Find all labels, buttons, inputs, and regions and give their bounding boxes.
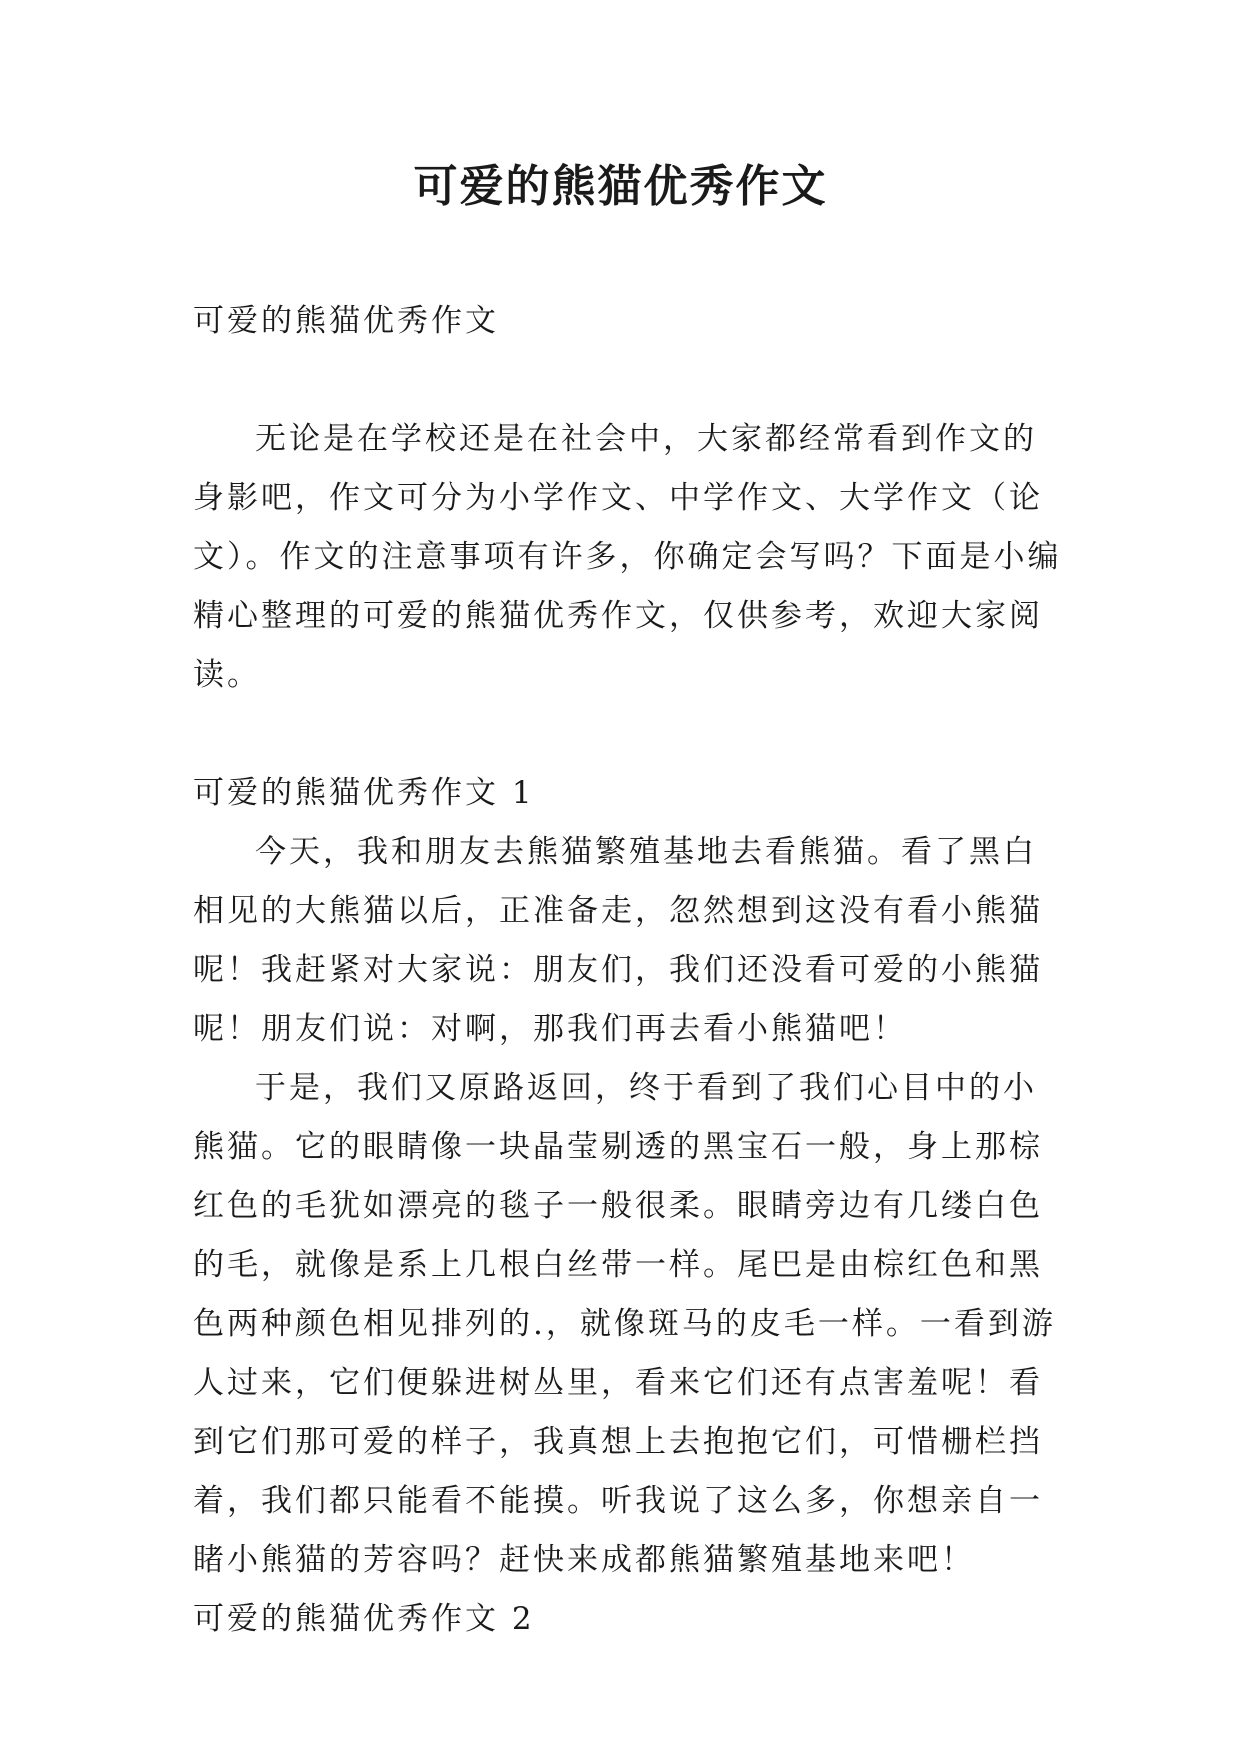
document-subtitle: 可爱的熊猫优秀作文 — [193, 303, 499, 339]
document-body — [193, 292, 1063, 1649]
section-1-paragraph-2: 于是，我们又原路返回，终于看到了我们心目中的小熊猫。它的眼睛像一块晶莹剔透的黑宝石一般，身上那棕红色的毛犹如漂亮的毯子一般很柔。眼睛旁边有几缕白色的毛，就像是系上几根白丝带一样。尾巴是由棕红色和黑色两种颜色相见排列的.，就像斑马的皮毛一样。一看到游人过来，它们便躲进树丛里，看来它们还有点害羞呢！看到它们那可爱的样子，我真想上去抱抱它们，可惜栅栏挡着，我们都只能看不能摸。听我说了这么多，你想亲自一睹小熊猫的芳容吗？赶快来成都熊猫繁殖基地来吧！ — [193, 1070, 1056, 1578]
section-1-paragraph-1: 今天，我和朋友去熊猫繁殖基地去看熊猫。看了黑白相见的大熊猫以后，正准备走，忽然想到这没有看小熊猫呢！我赶紧对大家说：朋友们，我们还没看可爱的小熊猫呢！朋友们说：对啊，那我们再去看小熊猫吧！ — [193, 834, 1043, 1047]
intro-paragraph: 无论是在学校还是在社会中，大家都经常看到作文的身影吧，作文可分为小学作文、中学作文、大学作文（论文）。作文的注意事项有许多，你确定会写吗？下面是小编精心整理的可爱的熊猫优秀作文，仅供参考，欢迎大家阅读。 — [193, 421, 1062, 693]
section-heading-2: 可爱的熊猫优秀作文 2 — [193, 1601, 535, 1637]
document-title: 可爱的熊猫优秀作文 — [413, 161, 828, 212]
section-heading-1: 可爱的熊猫优秀作文 1 — [193, 775, 535, 811]
